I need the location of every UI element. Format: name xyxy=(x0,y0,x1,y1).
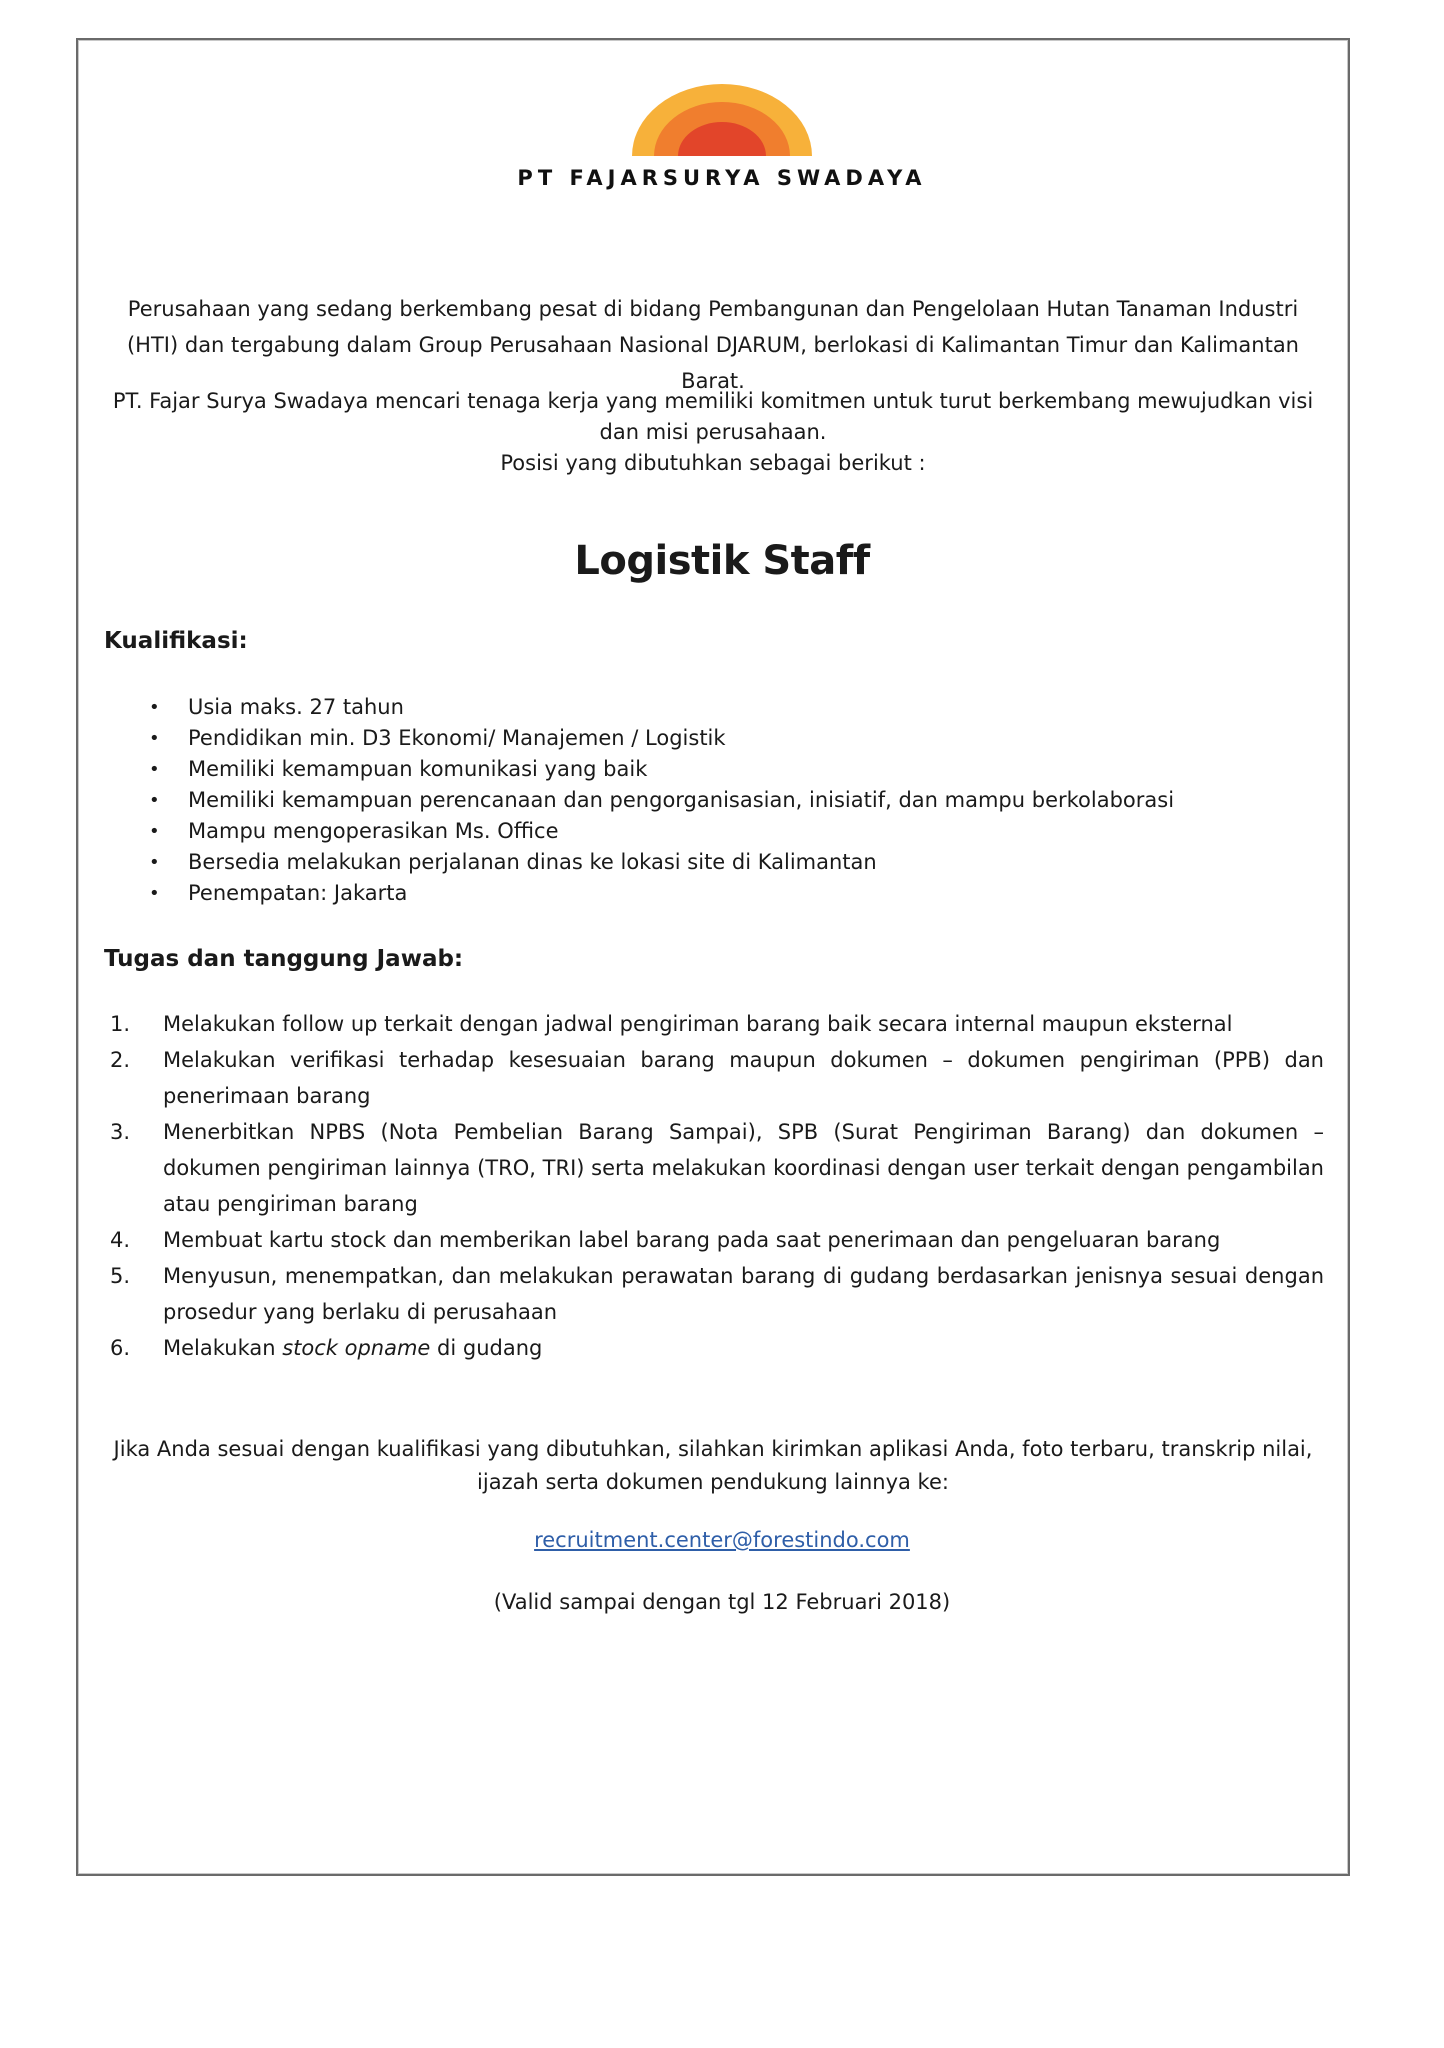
validity-note: (Valid sampai dengan tgl 12 Februari 2018) xyxy=(493,1590,951,1614)
item-number: 1. xyxy=(110,1012,131,1036)
sun-logo-icon xyxy=(622,78,822,158)
qualifications-list xyxy=(104,692,1304,909)
list-item: 1. Melakukan follow up terkait dengan jadwal pengiriman barang baik secara internal maupun eksternal xyxy=(104,1006,1324,1042)
email-link-container xyxy=(0,1528,1444,1552)
intro-paragraph-2: PT. Fajar Surya Swadaya mencari tenaga kerja yang memiliki komitmen untuk turut berkembang mewujudkan visi dan misi perusahaan. xyxy=(112,389,1314,444)
list-item: • Bersedia melakukan perjalanan dinas ke lokasi site di Kalimantan xyxy=(104,847,1304,878)
list-item: 2. Melakukan verifikasi terhadap kesesuaian barang maupun dokumen – dokumen pengiriman (PPB) dan penerimaan barang xyxy=(104,1042,1324,1114)
item-number: 3. xyxy=(110,1120,131,1144)
item-number: 6. xyxy=(110,1336,131,1360)
company-name: PT FAJARSURYA SWADAYA xyxy=(517,166,927,190)
list-item: • Penempatan: Jakarta xyxy=(104,878,1304,909)
list-item: • Memiliki kemampuan perencanaan dan pengorganisasian, inisiatif, dan mampu berkolaborasi xyxy=(104,785,1304,816)
bullet-icon: • xyxy=(149,697,160,718)
bullet-icon: • xyxy=(149,728,160,749)
item-number: 2. xyxy=(110,1048,131,1072)
list-item: 3. Menerbitkan NPBS (Nota Pembelian Barang Sampai), SPB (Surat Pengiriman Barang) dan dokumen – dokumen pengiriman lainnya (TRO, TRI) serta melakukan koordinasi dengan user terkait dengan pengambilan atau pengiriman barang xyxy=(104,1114,1324,1222)
qualifications-heading: Kualifikasi: xyxy=(104,628,248,654)
closing-paragraph: Jika Anda sesuai dengan kualifikasi yang dibutuhkan, silahkan kirimkan aplikasi Anda, foto terbaru, transkrip nilai, ijazah serta dokumen pendukung lainnya ke: xyxy=(113,1437,1313,1494)
list-item: 4. Membuat kartu stock dan memberikan label barang pada saat penerimaan dan pengeluaran barang xyxy=(104,1222,1324,1258)
item-number: 5. xyxy=(110,1264,131,1288)
bullet-icon: • xyxy=(149,852,160,873)
company-logo xyxy=(0,78,1444,190)
email-link[interactable]: recruitment.center@forestindo.com xyxy=(534,1528,910,1552)
tasks-heading: Tugas dan tanggung Jawab: xyxy=(104,946,464,972)
bullet-icon: • xyxy=(149,883,160,904)
list-item: • Pendidikan min. D3 Ekonomi/ Manajemen / Logistik xyxy=(104,723,1304,754)
bullet-icon: • xyxy=(149,821,160,842)
list-item: 5. Menyusun, menempatkan, dan melakukan perawatan barang di gudang berdasarkan jenisnya sesuai dengan prosedur yang berlaku di perusahaan xyxy=(104,1258,1324,1330)
bullet-icon: • xyxy=(149,759,160,780)
list-item: • Memiliki kemampuan komunikasi yang baik xyxy=(104,754,1304,785)
position-title: Logistik Staff xyxy=(574,538,870,584)
list-item: • Usia maks. 27 tahun xyxy=(104,692,1304,723)
tasks-list xyxy=(104,1006,1324,1366)
list-item: 6. Melakukan stock opname di gudang xyxy=(104,1330,1324,1366)
list-item: • Mampu mengoperasikan Ms. Office xyxy=(104,816,1304,847)
italic-term: stock opname xyxy=(282,1336,431,1360)
item-number: 4. xyxy=(110,1228,131,1252)
bullet-icon: • xyxy=(149,790,160,811)
intro-paragraph: Perusahaan yang sedang berkembang pesat di bidang Pembangunan dan Pengelolaan Hutan Tanaman Industri (HTI) dan tergabung dalam Group Perusahaan Nasional DJARUM, berlokasi di Kalimantan Timur dan Kalimantan Barat. xyxy=(126,297,1299,393)
intro-paragraph-3: Posisi yang dibutuhkan sebagai berikut : xyxy=(500,451,926,475)
